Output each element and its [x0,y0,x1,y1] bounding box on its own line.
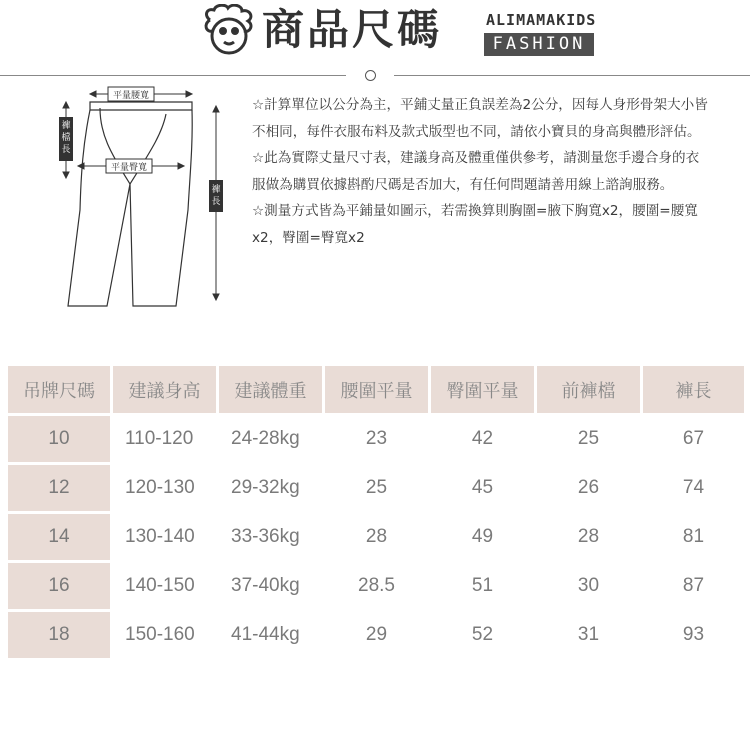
table-cell: 29 [325,612,428,658]
table-cell: 110-120 [113,416,216,462]
sheep-face-icon [200,4,258,58]
table-cell: 120-130 [113,465,216,511]
table-cell: 49 [431,514,534,560]
column-header: 褲長 [643,366,744,413]
table-cell: 31 [537,612,640,658]
table-cell: 67 [643,416,744,462]
hip-label: 平量臀寬 [110,163,148,173]
table-cell: 30 [537,563,640,609]
column-header: 建議體重 [219,366,322,413]
rise-label: 褲檔長 [61,121,71,155]
length-label: 褲長 [211,185,221,207]
column-header: 腰圍平量 [325,366,428,413]
column-header: 前褲檔 [537,366,640,413]
size-table [5,363,747,661]
page-header [0,0,750,70]
table-cell: 28 [537,514,640,560]
note-item: ☆計算單位以公分為主，平鋪丈量正負誤差為2公分，因每人身形骨架大小皆不相同，每件衣服布料及款式版型也不同，請依小寶貝的身高與體形評估。 [252,97,708,140]
brand-name: ALIMAMAKIDS [486,11,597,29]
table-cell: 28 [325,514,428,560]
table-cell: 74 [643,465,744,511]
table-cell: 140-150 [113,563,216,609]
column-header: 吊牌尺碼 [8,366,110,413]
table-cell: 28.5 [325,563,428,609]
page-title: 商品尺碼 [262,5,443,54]
table-header-row [8,366,744,413]
table-cell: 37-40kg [219,563,322,609]
table-row [8,465,744,511]
table-cell: 23 [325,416,428,462]
table-cell: 41-44kg [219,612,322,658]
table-cell: 87 [643,563,744,609]
column-header: 建議身高 [113,366,216,413]
table-row [8,416,744,462]
brand-tagline: FASHION [484,33,594,56]
waist-label: 平量腰寬 [112,91,150,101]
pants-outline-icon [68,102,192,306]
size-notes [252,92,712,251]
table-cell: 45 [431,465,534,511]
table-row [8,563,744,609]
table-cell: 25 [325,465,428,511]
table-cell: 33-36kg [219,514,322,560]
table-row [8,612,744,658]
table-cell: 25 [537,416,640,462]
divider-right [394,75,750,76]
table-cell: 93 [643,612,744,658]
table-cell: 14 [8,514,110,560]
table-row [8,514,744,560]
divider-circle [365,70,376,81]
table-cell: 16 [8,563,110,609]
divider-left [0,75,346,76]
pants-diagram [50,84,240,310]
table-cell: 18 [8,612,110,658]
table-cell: 81 [643,514,744,560]
table-cell: 52 [431,612,534,658]
table-cell: 42 [431,416,534,462]
table-cell: 26 [537,465,640,511]
note-item: ☆測量方式皆為平鋪量如圖示，若需換算則胸圍=腋下胸寬x2，腰圍=腰寬x2，臀圍=臀寬x2 [252,203,698,246]
table-cell: 24-28kg [219,416,322,462]
table-cell: 51 [431,563,534,609]
table-cell: 130-140 [113,514,216,560]
table-cell: 12 [8,465,110,511]
note-item: ☆此為實際丈量尺寸表，建議身高及體重僅供參考，請測量您手邊合身的衣服做為購買依據斟酌尺碼是否加大，有任何問題請善用線上諮詢服務。 [252,150,700,193]
table-cell: 29-32kg [219,465,322,511]
column-header: 臀圍平量 [431,366,534,413]
table-cell: 10 [8,416,110,462]
table-cell: 150-160 [113,612,216,658]
